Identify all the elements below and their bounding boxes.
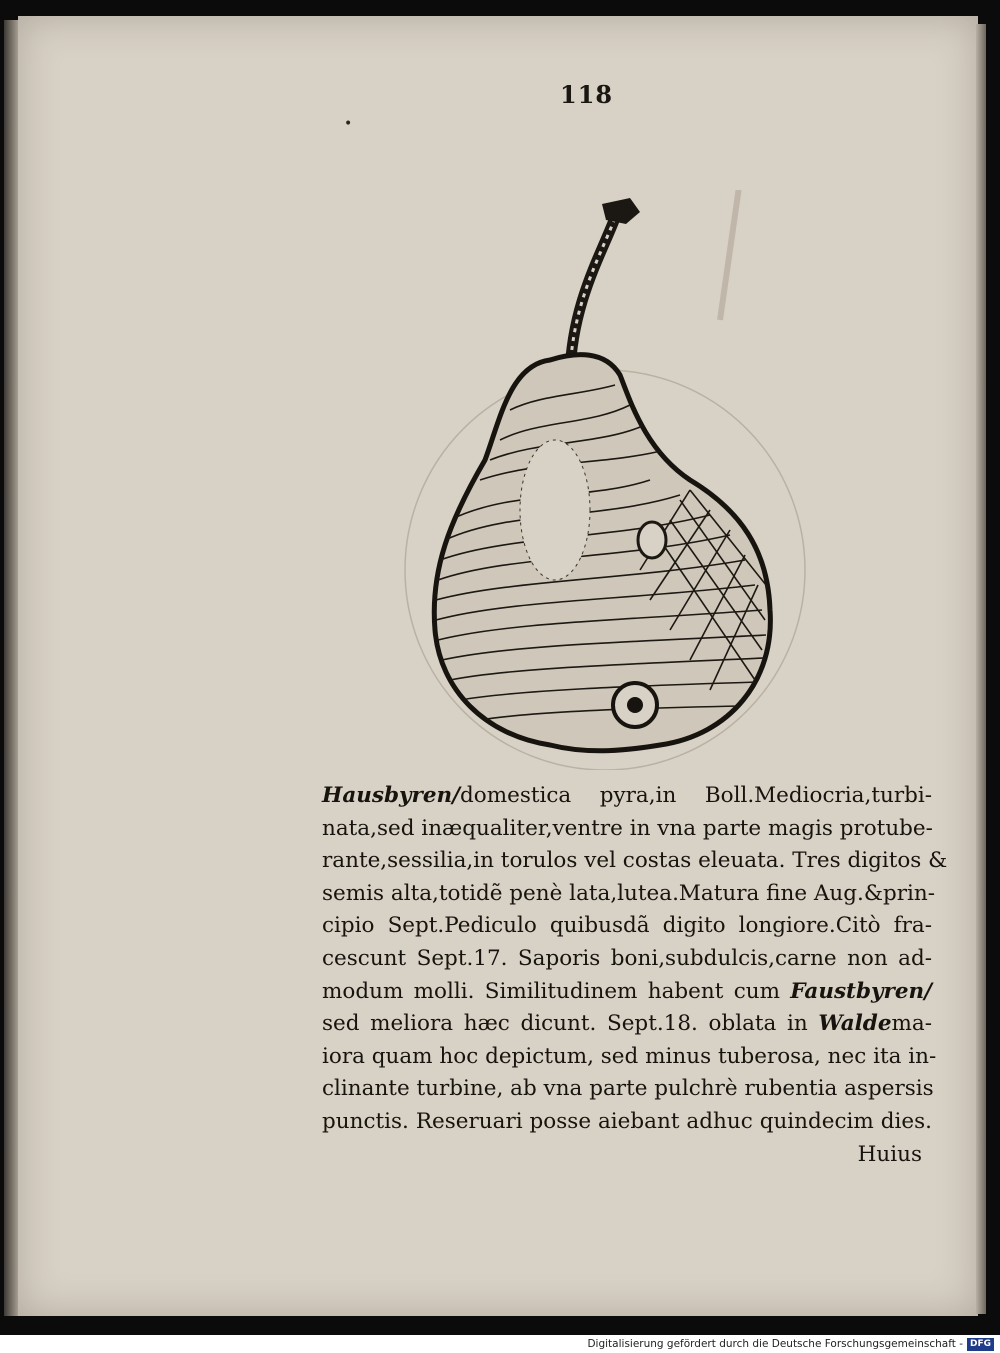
text-line: cipio Sept.Pediculo quibusdã digito longiore.Citò fra- [322,913,932,939]
footer-credit: Digitalisierung gefördert durch die Deutsche Forschungsgemeinschaft - [587,1338,963,1350]
ink-speck: • [344,116,353,132]
text-line [322,976,932,1009]
text-span: sed meliora hæc dicunt. Sept.18. oblata in [322,1011,808,1037]
text-line: semis alta,totidẽ penè lata,lutea.Matura fine Aug.&prin- [322,880,936,906]
page-edge-right [976,24,986,1314]
text-line [322,1008,932,1041]
catchword: Huius [857,1141,922,1167]
pear-body [434,355,770,751]
text-line: rante,sessilia,in torulos vel costas eleuata. Tres digitos & [322,848,948,874]
text-line [322,780,932,813]
page-edge-left [4,20,18,1316]
pear-blemish [638,522,666,558]
stem-tip [602,198,640,224]
text-line: cescunt Sept.17. Saporis boni,subdulcis,carne non ad- [322,945,932,971]
text-line: iora quam hoc depictum, sed minus tuberosa, nec ita in- [322,1043,937,1069]
text-span: domestica pyra,in Boll.Mediocria,turbi- [460,783,932,808]
pear-highlight [520,440,590,580]
text-line: nata,sed inæqualiter,ventre in vna parte magis protube- [322,815,933,841]
blackletter-word: Hausbyren/ [322,783,460,808]
text-line: punctis. Reseruari posse aiebant adhuc quindecim dies. [322,1108,932,1134]
dfg-logo[interactable]: DFG [967,1338,994,1351]
blackletter-word: Faustbyren/ [790,978,932,1004]
blackletter-word: Walde [818,1011,892,1037]
page-number: 118 [560,80,614,109]
pear-stem [570,210,618,375]
show-through-stem [720,190,740,320]
calyx-center [627,697,643,713]
body-text [322,780,948,1171]
text-line: clinante turbine, ab vna parte pulchrè rubentia aspersis [322,1076,934,1102]
pear-woodcut-illustration [390,190,840,770]
footer-bar [0,1335,1000,1353]
text-span: modum molli. Similitudinem habent cum [322,978,780,1004]
text-span: ma- [891,1011,932,1037]
